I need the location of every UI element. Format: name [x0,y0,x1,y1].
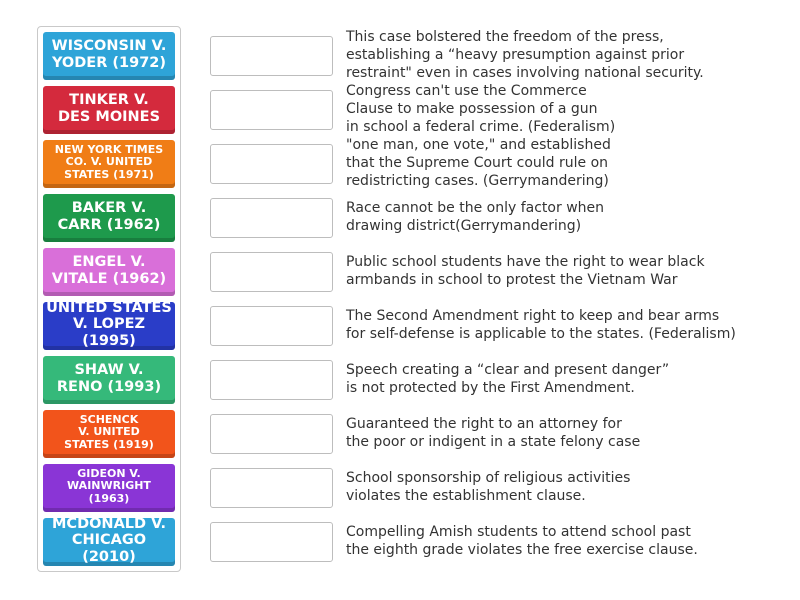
clue-5: Public school students have the right to wear black armbands in school to protest the Vietnam War [346,254,705,288]
drop-slot-6[interactable] [210,306,333,346]
clue-1: This case bolstered the freedom of the press, establishing a “heavy presumption against prior restraint" even in cases involving national security. [346,29,704,81]
drop-slot-7[interactable] [210,360,333,400]
drop-slot-5[interactable] [210,252,333,292]
drop-slot-9[interactable] [210,468,333,508]
tile-schenck-v-united-states[interactable]: SCHENCK V. UNITED STATES (1919) [43,410,175,458]
clue-7: Speech creating a “clear and present danger” is not protected by the First Amendment. [346,362,670,396]
clue-8: Guaranteed the right to an attorney for the poor or indigent in a state felony case [346,416,641,450]
tile-new-york-times-v-united-states[interactable]: NEW YORK TIMES CO. V. UNITED STATES (1971) [43,140,175,188]
tile-tinker-v-des-moines[interactable]: TINKER V. DES MOINES [43,86,175,134]
tile-wisconsin-v-yoder[interactable]: WISCONSIN V. YODER (1972) [43,32,175,80]
clue-4: Race cannot be the only factor when drawing district(Gerrymandering) [346,200,605,234]
clue-6: The Second Amendment right to keep and bear arms for self-defense is applicable to the states. (Federalism) [346,308,736,342]
tile-baker-v-carr[interactable]: BAKER V. CARR (1962) [43,194,175,242]
drop-slot-2[interactable] [210,90,333,130]
tile-engel-v-vitale[interactable]: ENGEL V. VITALE (1962) [43,248,175,296]
clue-2: Congress can't use the Commerce Clause to make possession of a gun in school a federal crime. (Federalism) [346,83,616,135]
tile-gideon-v-wainwright[interactable]: GIDEON V. WAINWRIGHT (1963) [43,464,175,512]
drop-slot-8[interactable] [210,414,333,454]
drop-slot-1[interactable] [210,36,333,76]
clue-9: School sponsorship of religious activities violates the establishment clause. [346,470,631,504]
drop-slot-10[interactable] [210,522,333,562]
clue-3: "one man, one vote," and established that the Supreme Court could rule on redistricting cases. (Gerrymandering) [346,137,611,189]
clue-10: Compelling Amish students to attend school past the eighth grade violates the free exercise clause. [346,524,698,558]
tile-mcdonald-v-chicago[interactable]: MCDONALD V. CHICAGO (2010) [43,518,175,566]
drop-slot-3[interactable] [210,144,333,184]
tile-shaw-v-reno[interactable]: SHAW V. RENO (1993) [43,356,175,404]
drop-slot-4[interactable] [210,198,333,238]
tile-united-states-v-lopez[interactable]: UNITED STATES V. LOPEZ (1995) [43,302,175,350]
